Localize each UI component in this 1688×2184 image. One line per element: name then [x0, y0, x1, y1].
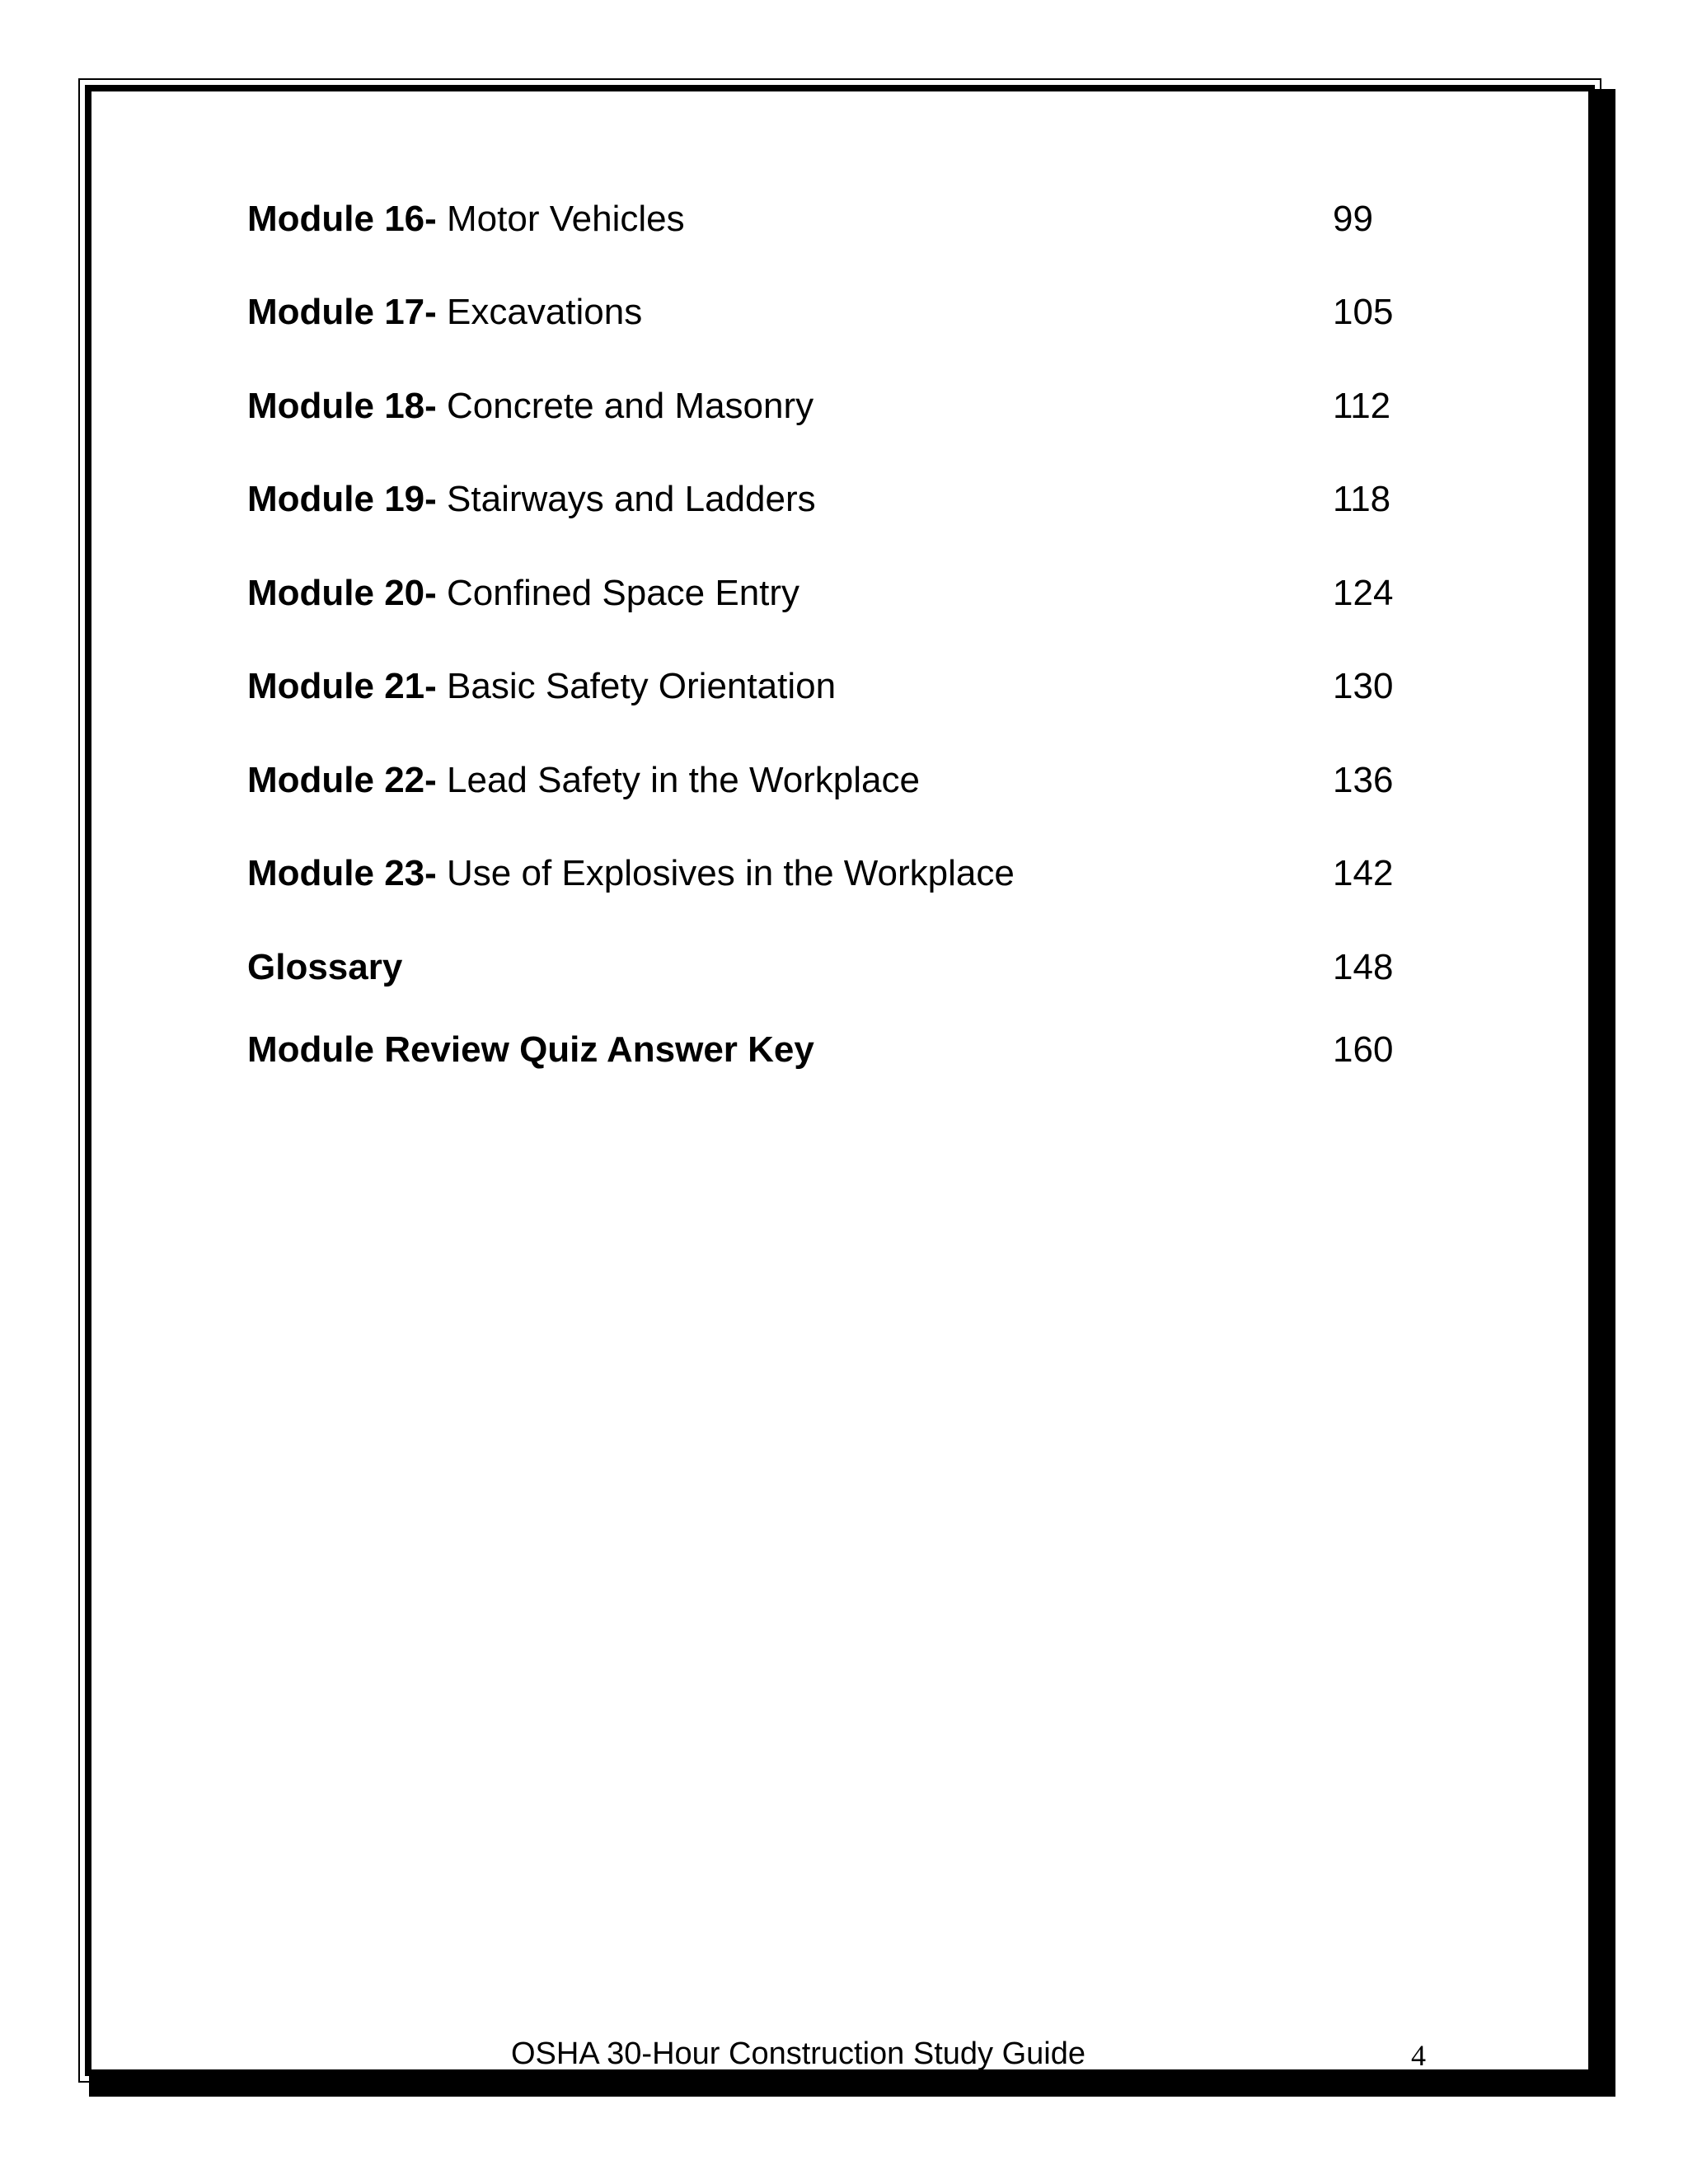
toc-entry-label: Module 17- [247, 292, 437, 332]
toc-entry[interactable] [247, 569, 1451, 618]
toc-entry-title: Lead Safety in the Workplace [436, 760, 920, 800]
toc-entry-label: Module 21- [247, 666, 437, 706]
toc-entry[interactable] [247, 288, 1451, 337]
toc-entry-title: Basic Safety Orientation [436, 666, 837, 706]
toc-entry-glossary[interactable] [247, 943, 1451, 992]
footer-title: OSHA 30-Hour Construction Study Guide [511, 2036, 1086, 2071]
toc-entry-title: Stairways and Ladders [436, 479, 816, 519]
toc-entry[interactable] [247, 382, 1451, 431]
toc-entry-page: 142 [1333, 853, 1394, 893]
toc-entry-label: Glossary [247, 947, 403, 987]
toc-entry-page: 118 [1333, 479, 1391, 519]
toc-entry-answer-key[interactable] [247, 1025, 1451, 1075]
toc-entry-page: 148 [1333, 947, 1394, 987]
toc-entry-label: Module 22- [247, 760, 437, 800]
toc-entry-label: Module 18- [247, 386, 437, 426]
toc-entry[interactable] [247, 194, 1451, 244]
toc-entry-page: 130 [1333, 666, 1394, 706]
toc-entry-page: 105 [1333, 292, 1394, 332]
toc-entry[interactable] [247, 849, 1451, 898]
toc-entry-label: Module 23- [247, 853, 437, 893]
toc-entry-label: Module Review Quiz Answer Key [247, 1029, 814, 1070]
footer-page-number: 4 [1411, 2039, 1426, 2072]
toc-entry-label: Module 20- [247, 573, 437, 613]
toc-entry-page: 124 [1333, 573, 1394, 613]
toc-entry-page: 99 [1333, 199, 1373, 239]
toc-entry-label: Module 16- [247, 199, 437, 239]
toc-entry-title: Excavations [436, 292, 643, 332]
toc-entry-label: Module 19- [247, 479, 437, 519]
toc-entry-title: Confined Space Entry [436, 573, 800, 613]
toc-entry-title: Use of Explosives in the Workplace [436, 853, 1015, 893]
toc-entry-page: 160 [1333, 1029, 1394, 1070]
toc-entry-title: Concrete and Masonry [436, 386, 814, 426]
toc-entry-page: 112 [1333, 386, 1391, 426]
toc-entry[interactable] [247, 756, 1451, 805]
toc-entry[interactable] [247, 662, 1451, 711]
toc-entry-title: Motor Vehicles [436, 199, 685, 239]
toc-entry[interactable] [247, 475, 1451, 524]
toc-entry-page: 136 [1333, 760, 1394, 800]
